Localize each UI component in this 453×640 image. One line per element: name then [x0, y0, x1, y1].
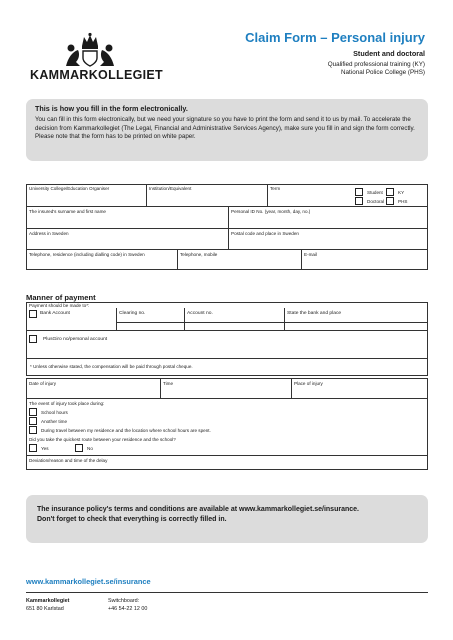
doctoral-label: Doctoral [367, 199, 385, 204]
terms-notice-panel [26, 495, 428, 543]
footer-postal: 651 80 Karlstad [26, 606, 64, 612]
instructions-text: You can fill in this form electronically, but we need your signature so you have to print the form and send it to us by mail. To accelerate the decision from Kammarkollegiet (The Legal, Financial and Administrative Services Agency), make sure you fill in and sign the form correctly. Please note that the form has to be printed on white paper. [35, 116, 415, 141]
student-label: Student [367, 190, 383, 195]
footer-url-link[interactable]: www.kammarkollegiet.se/insurance [26, 577, 151, 586]
clearing-label: Clearing no. [119, 311, 146, 316]
terms-notice-line: The insurance policy's terms and conditions are available at www.kammarkollegiet.se/insurance. [37, 506, 359, 513]
deviation-label: Deviation/reason and time of the delay [29, 458, 108, 463]
term-label: Term [270, 186, 281, 191]
instructions-heading: This is how you fill in the form electronically. [35, 104, 188, 113]
logo [30, 32, 163, 86]
footer-switchboard-label: Switchboard: [108, 598, 140, 604]
payment-made-to-label: Payment should be made to*: [29, 303, 90, 308]
bank-name-label: State the bank and place [287, 311, 342, 316]
footer-divider [26, 592, 428, 593]
tel-mobile-label: Telephone, mobile [180, 252, 218, 257]
plusgiro-checkbox[interactable] [29, 335, 37, 343]
check-notice-line: Don't forget to check that everything is correctly filled in. [37, 516, 227, 523]
instructions-panel [26, 99, 428, 161]
crown-lions-icon [62, 32, 118, 68]
ky-checkbox[interactable] [386, 188, 394, 196]
time-label: Time [163, 381, 174, 386]
date-of-injury-label: Date of injury [29, 381, 57, 386]
surname-label: The insured's surname and first name [29, 209, 106, 214]
bank-account-checkbox[interactable] [29, 310, 37, 318]
yes-checkbox[interactable] [29, 444, 37, 452]
personal-id-label: Personal ID No. (year, month, day, no.) [231, 209, 311, 214]
ky-label: KY [398, 190, 405, 195]
student-checkbox[interactable] [355, 188, 363, 196]
plusgiro-label: PlusGiro no/personal account [43, 337, 108, 342]
page-subtitle: Student and doctoral [353, 49, 425, 58]
email-label: E-mail [304, 252, 318, 257]
travel-label: During travel between my residence and the location where school hours are spent. [41, 428, 211, 433]
subtitle-line-phs: National Police College (PHS) [341, 69, 425, 76]
brand-wordmark: KAMMARKOLLEGIET [30, 68, 163, 82]
another-time-checkbox[interactable] [29, 417, 37, 425]
place-of-injury-label: Place of injury [294, 381, 323, 386]
bank-account-label: Bank Account [40, 311, 70, 316]
injury-frame [26, 378, 428, 470]
account-label: Account no. [187, 311, 213, 316]
school-hours-checkbox[interactable] [29, 408, 37, 416]
payment-section-title: Manner of payment [26, 293, 96, 302]
personal-details-frame [26, 184, 428, 270]
footer-org: Kammarkollegiet [26, 598, 70, 604]
doctoral-checkbox[interactable] [355, 197, 363, 205]
phs-label: PHS [398, 199, 408, 204]
address-label: Address in Sweden [29, 231, 69, 236]
yes-label: Yes [41, 446, 49, 451]
footer-switchboard-number: +46 54-22 12 00 [108, 606, 148, 612]
page-title: Claim Form – Personal injury [245, 30, 425, 45]
payment-note: * Unless otherwise stated, the compensation will be paid through postal cheque. [30, 364, 193, 369]
university-label: University College/Education Organiser [29, 186, 110, 191]
postal-label: Postal code and place in Sweden [231, 231, 299, 236]
institution-label: Institution/Equivalent [149, 186, 192, 191]
tel-residence-label: Telephone, residence (including dialling code) in Sweden [29, 252, 145, 257]
quickest-route-label: Did you take the quickest route between your residence and the school? [29, 437, 176, 442]
phs-checkbox[interactable] [386, 197, 394, 205]
subtitle-line-ky: Qualified professional training (KY) [327, 61, 425, 68]
event-label: The event of injury took place during: [29, 401, 105, 406]
travel-checkbox[interactable] [29, 426, 37, 434]
no-checkbox[interactable] [75, 444, 83, 452]
another-time-label: Another time [41, 419, 68, 424]
no-label: No [87, 446, 93, 451]
school-hours-label: School hours [41, 410, 68, 415]
